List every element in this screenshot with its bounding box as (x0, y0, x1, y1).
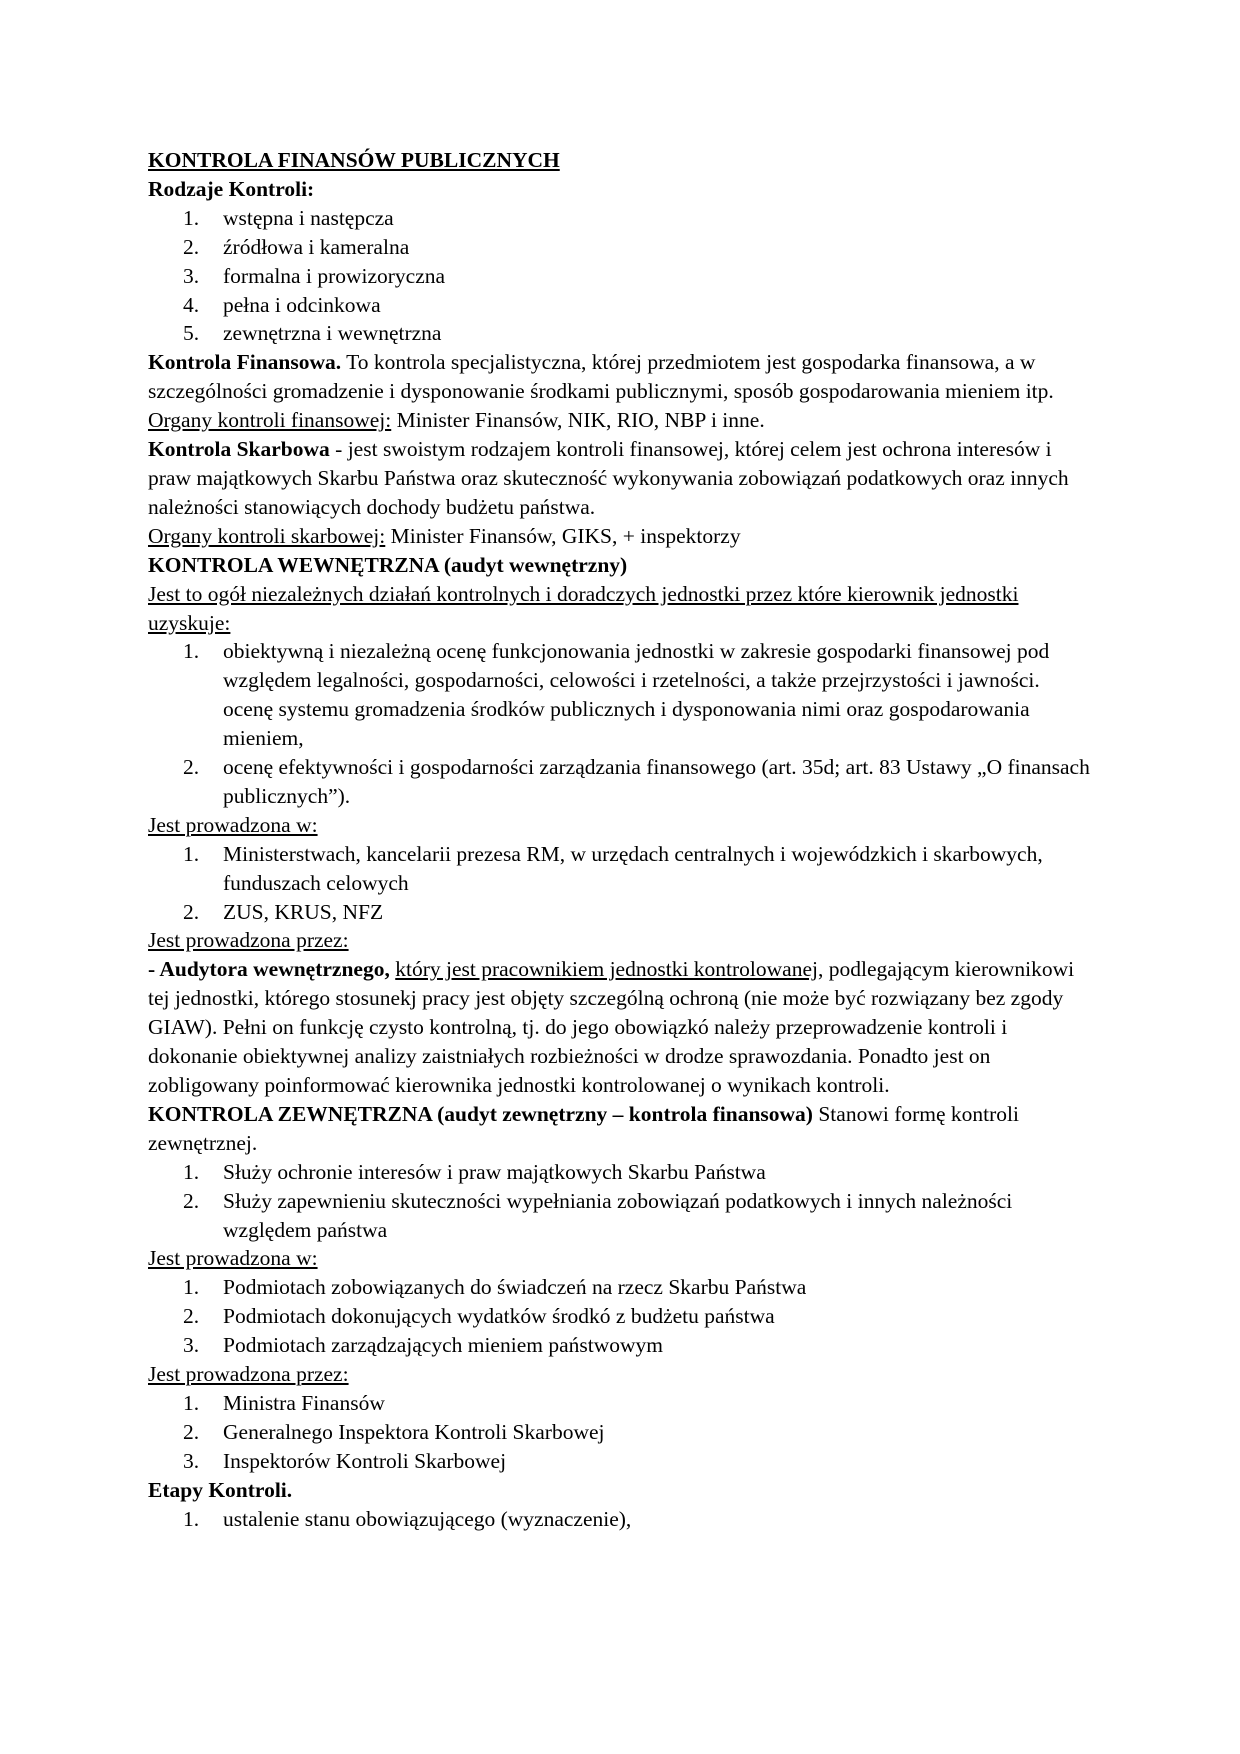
list-item: 2. ZUS, KRUS, NFZ (183, 899, 384, 924)
list-item: 3. Inspektorów Kontroli Skarbowej (183, 1448, 507, 1473)
list-item: 1. obiektywną i niezależną ocenę funkcjonowania jednostki w zakresie gospodarki finansowej pod względem legalności, gospodarności, celowości i rzetelności, a także przejrzystości i jawności. ocenę systemu gromadzenia środków publicznych i dysponowania nimi oraz gospodarowania mieniem, (183, 639, 1050, 751)
wewnetrzna-w-list (148, 840, 1090, 927)
kontrola-skarbowa-paragraph: Kontrola Skarbowa - jest swoistym rodzajem kontroli finansowej, której celem jest ochrona interesów i praw majątkowych Skarbu Państwa oraz skuteczność wykonywania zobowiązań podatkowych oraz innych należności stanowiących dochody budżetu państwa. (148, 437, 1069, 519)
list-item: 4. pełna i odcinkowa (183, 292, 381, 317)
list-item: 1. Ministerstwach, kancelarii prezesa RM, w urzędach centralnych i wojewódzkich i skarbowych, funduszach celowych (183, 841, 1043, 895)
etapy-heading: Etapy Kontroli. (148, 1477, 293, 1502)
list-item: 5. zewnętrzna i wewnętrzna (183, 321, 442, 346)
list-item: 1. Służy ochronie interesów i praw majątkowych Skarbu Państwa (183, 1159, 766, 1184)
list-item: 1. Podmiotach zobowiązanych do świadczeń na rzecz Skarbu Państwa (183, 1275, 807, 1300)
list-item: 3. formalna i prowizoryczna (183, 263, 446, 288)
list-item: 1. Ministra Finansów (183, 1390, 385, 1415)
etapy-list (148, 1505, 1090, 1534)
list-item: 2. Generalnego Inspektora Kontroli Skarbowej (183, 1419, 605, 1444)
wewnetrzna-przez-label: Jest prowadzona przez: (148, 928, 349, 953)
zewnetrzna-w-label: Jest prowadzona w: (148, 1246, 318, 1271)
document-title: KONTROLA FINANSÓW PUBLICZNYCH (148, 148, 560, 172)
list-item: 2. Podmiotach dokonujących wydatków środkó z budżetu państwa (183, 1304, 775, 1329)
organy-skarbowej: Organy kontroli skarbowej: Minister Finansów, GIKS, + inspektorzy (148, 523, 741, 548)
list-item: 1. wstępna i następcza (183, 205, 394, 230)
rodzaje-list (148, 204, 1090, 349)
zewnetrzna-heading: KONTROLA ZEWNĘTRZNA (audyt zewnętrzny – kontrola finansowa) Stanowi formę kontroli zewnętrznej. (148, 1101, 1019, 1155)
zewnetrzna-przez-label: Jest prowadzona przez: (148, 1362, 349, 1387)
kontrola-finansowa-paragraph: Kontrola Finansowa. To kontrola specjalistyczna, której przedmiotem jest gospodarka finansowa, a w szczególności gromadzenie i dysponowanie środkami publicznymi, sposób gospodarowania mieniem itp. (148, 350, 1054, 404)
zewnetrzna-przez-list (148, 1389, 1090, 1476)
wewnetrzna-list (148, 637, 1090, 810)
list-item: 2. ocenę efektywności i gospodarności zarządzania finansowego (art. 35d; art. 83 Ustawy „O finansach publicznych”). (183, 755, 1090, 808)
wewnetrzna-heading: KONTROLA WEWNĘTRZNA (audyt wewnętrzny) (148, 552, 628, 577)
organy-finansowej: Organy kontroli finansowej: Minister Finansów, NIK, RIO, NBP i inne. (148, 408, 765, 433)
list-item: 1. ustalenie stanu obowiązującego (wyznaczenie), (183, 1506, 632, 1531)
list-item: 2. źródłowa i kameralna (183, 234, 410, 259)
list-item: 3. Podmiotach zarządzających mieniem państwowym (183, 1333, 663, 1358)
zewnetrzna-list (148, 1158, 1090, 1245)
zewnetrzna-w-list (148, 1273, 1090, 1360)
wewnetrzna-intro: Jest to ogół niezależnych działań kontrolnych i doradczych jednostki przez które kierownik jednostki uzyskuje: (148, 581, 1019, 635)
audytor-paragraph: - Audytora wewnętrznego, który jest pracownikiem jednostki kontrolowanej, podlegającym kierownikowi tej jednostki, którego stosunekj pracy jest objęty szczególną ochroną (nie może być rozwiązany bez zgody GIAW). Pełni on funkcję czysto kontrolną, tj. do jego obowiązkó należy przeprowadzenie kontroli i dokonanie obiektywnej analizy zaistniałych rozbieżności w drodze sprawozdania. Ponadto jest on zobligowany poinformować kierownika jednostki kontrolowanej o wynikach kontroli. (148, 957, 1075, 1097)
wewnetrzna-w-label: Jest prowadzona w: (148, 812, 318, 837)
rodzaje-heading: Rodzaje Kontroli: (148, 176, 315, 201)
list-item: 2. Służy zapewnieniu skuteczności wypełniania zobowiązań podatkowych i innych należności względem państwa (183, 1188, 1013, 1242)
